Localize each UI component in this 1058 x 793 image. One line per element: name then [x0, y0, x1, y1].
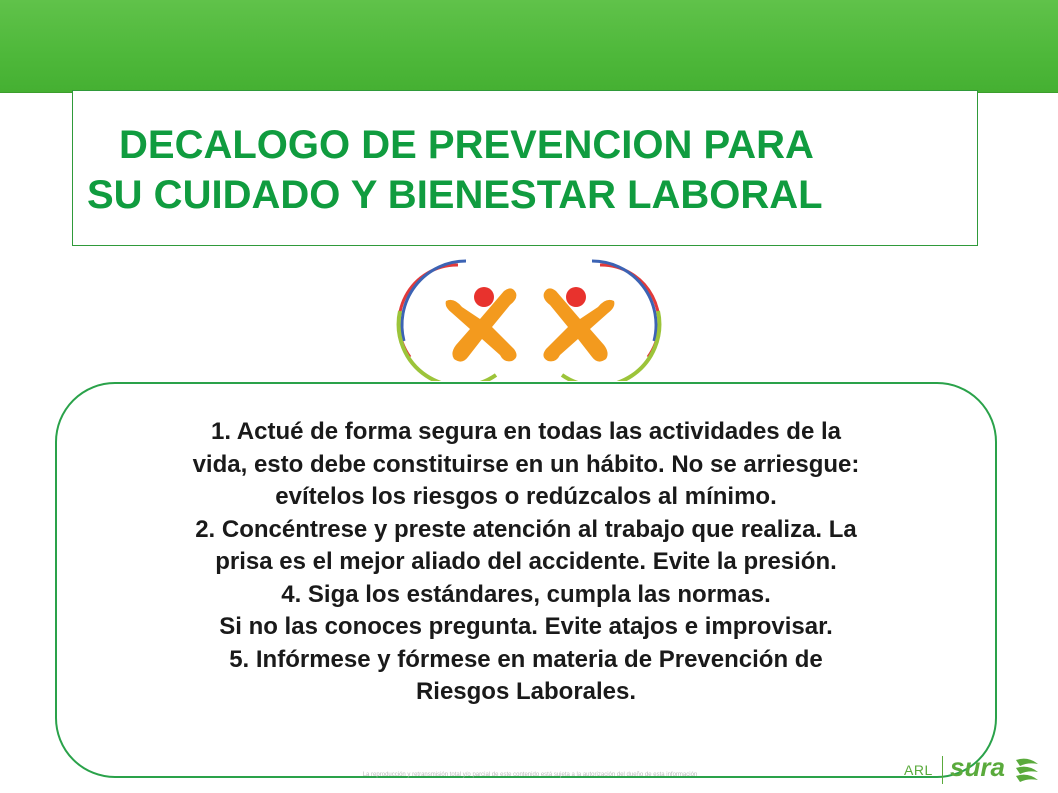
header-banner: [0, 0, 1058, 93]
list-item: 4. Siga los estándares, cumpla las normas.: [281, 580, 771, 608]
brand-name: sura: [950, 752, 1005, 782]
list-item: 1. Actué de forma segura en todas las actividades de la: [210, 418, 841, 445]
list-item: vida, esto debe constituirse en un hábito. No se arriesgue:: [192, 450, 860, 478]
two-people-figures-icon: [396, 257, 662, 381]
page-title-line-2: SU CUIDADO Y BIENESTAR LABORAL: [87, 173, 823, 217]
footer-disclaimer: La reproducción y retransmisión total y/o parcial de este contenido está sujeta a la autorización del dueño de esta información: [362, 772, 698, 778]
list-item: Riesgos Laborales.: [415, 678, 637, 705]
sura-wings-icon: [1014, 754, 1040, 784]
prevention-list: [57, 416, 995, 709]
brand-logo: [904, 752, 1044, 788]
list-item: 5. Infórmese y fórmese en materia de Prevención de: [229, 645, 823, 673]
prevention-list-box: [55, 382, 997, 778]
list-item: 2. Concéntrese y preste atención al trabajo que realiza. La: [195, 515, 857, 543]
brand-divider: [942, 756, 943, 784]
title-box: [72, 90, 978, 246]
list-item: Si no las conoces pregunta. Evite atajos e improvisar.: [219, 613, 833, 640]
list-item: evítelos los riesgos o redúzcalos al mínimo.: [275, 483, 777, 510]
list-item: prisa es el mejor aliado del accidente. Evite la presión.: [215, 548, 837, 575]
page-title-line-1: DECALOGO DE PREVENCION PARA: [119, 123, 814, 167]
brand-prefix: ARL: [904, 762, 933, 778]
